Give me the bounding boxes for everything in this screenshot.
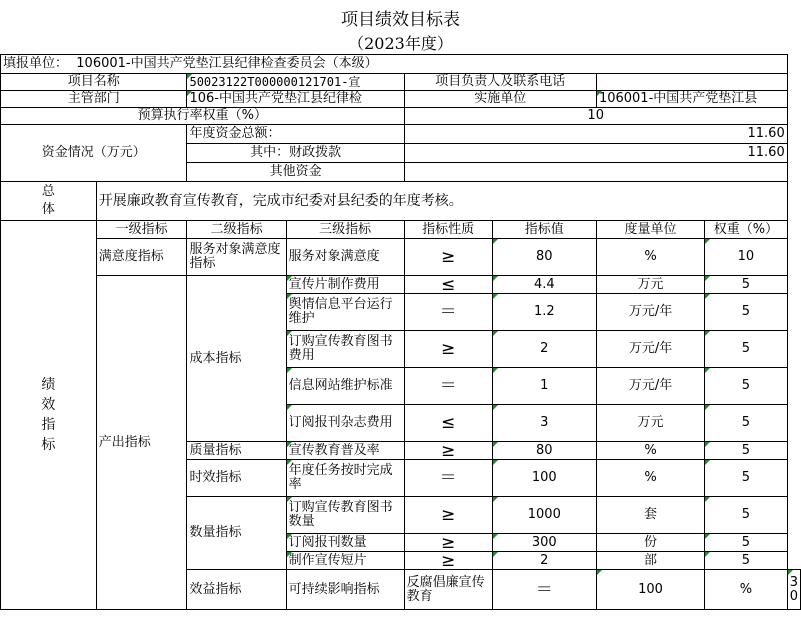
- indicator-value: 100: [492, 460, 596, 497]
- contact-label: 项目负责人及联系电话: [404, 74, 596, 91]
- indicator-name: 订阅报刊数量: [286, 534, 404, 552]
- header-level2: 二级指标: [187, 221, 286, 239]
- indicator-value: 1: [492, 368, 596, 405]
- fund-fiscal-label: 其中：财政拨款: [187, 144, 404, 163]
- page-year: （2023年度）: [348, 34, 453, 53]
- indicator-name: 服务对象满意度: [286, 239, 404, 276]
- level2-quantity: 数量指标: [187, 497, 286, 570]
- unit-label: 填报单位：: [3, 56, 69, 71]
- page-title: 项目绩效目标表: [341, 10, 460, 30]
- fund-other-label: 其他资金: [187, 163, 404, 182]
- project-name-value: 50023122T000000121701-宣: [187, 74, 404, 91]
- indicator-value: 2: [492, 552, 596, 570]
- indicator-op: ≥: [404, 239, 492, 276]
- level2-sustain: 可持续影响指标: [286, 570, 404, 610]
- indicator-op: ＝: [404, 294, 492, 331]
- indicator-name: 舆情信息平台运行维护: [286, 294, 404, 331]
- indicator-op: ≥: [404, 552, 492, 570]
- indicator-unit: 万元/年: [596, 368, 704, 405]
- header-nature: 指标性质: [404, 221, 492, 239]
- table-row: [1, 276, 801, 294]
- indicator-unit: 部: [596, 552, 704, 570]
- indicator-weight: 5: [705, 460, 788, 497]
- indicator-op: ≥: [404, 497, 492, 534]
- indicator-unit: 万元/年: [596, 294, 704, 331]
- dept-value: 106-中国共产党垫江县纪律检: [187, 91, 404, 108]
- indicator-weight: 5: [705, 331, 788, 368]
- budget-label: 预算执行率权重（%）: [1, 108, 405, 125]
- header-unit: 度量单位: [596, 221, 704, 239]
- header-level1: 一级指标: [96, 221, 187, 239]
- indicator-name: 宣传教育普及率: [286, 442, 404, 460]
- indicator-unit: 套: [596, 497, 704, 534]
- indicator-value: 3: [492, 405, 596, 442]
- filling-unit-row: [1, 55, 788, 74]
- indicator-op: ≥: [404, 534, 492, 552]
- indicator-op: ≤: [404, 276, 492, 294]
- indicator-name: 反腐倡廉宣传教育: [404, 570, 492, 610]
- fund-fiscal-value: 11.60: [404, 144, 787, 163]
- indicator-weight: 5: [705, 534, 788, 552]
- performance-table: [0, 54, 801, 610]
- level1-satisfaction: 满意度指标: [96, 239, 187, 276]
- overall-text: 开展廉政教育宣传教育，完成市纪委对县纪委的年度考核。: [96, 182, 787, 221]
- fund-total-value: 11.60: [404, 125, 787, 144]
- indicator-unit: 万元: [596, 405, 704, 442]
- indicator-unit: %: [705, 570, 788, 610]
- table-row: [1, 239, 801, 276]
- level2-satisfaction: 服务对象满意度指标: [187, 239, 286, 276]
- indicator-value: 1.2: [492, 294, 596, 331]
- header-weight: 权重（%）: [705, 221, 788, 239]
- indicator-name: 订购宣传教育图书费用: [286, 331, 404, 368]
- indicator-value: 80: [492, 239, 596, 276]
- indicator-op: ＝: [492, 570, 596, 610]
- impl-label: 实施单位: [404, 91, 596, 108]
- indicator-op: ＝: [404, 368, 492, 405]
- level1-output: 产出指标: [96, 276, 187, 610]
- indicator-unit: %: [596, 442, 704, 460]
- header-value: 指标值: [492, 221, 596, 239]
- indicator-value: 300: [492, 534, 596, 552]
- indicator-weight: 5: [705, 497, 788, 534]
- overall-label: 总体: [1, 182, 97, 221]
- fund-label: 资金情况（万元）: [1, 125, 187, 182]
- indicator-weight: 5: [705, 405, 788, 442]
- indicator-unit: 万元: [596, 276, 704, 294]
- indicator-unit: 份: [596, 534, 704, 552]
- indicator-value: 1000: [492, 497, 596, 534]
- indicator-unit: 万元/年: [596, 331, 704, 368]
- indicator-name: 信息网站维护标准: [286, 368, 404, 405]
- indicator-unit: %: [596, 239, 704, 276]
- indicator-name: 年度任务按时完成率: [286, 460, 404, 497]
- header-level3: 三级指标: [286, 221, 404, 239]
- dept-label: 主管部门: [1, 91, 187, 108]
- impl-value: 106001-中国共产党垫江县: [596, 91, 787, 108]
- indicator-weight: 5: [705, 276, 788, 294]
- indicator-name: 宣传片制作费用: [286, 276, 404, 294]
- fund-total-label: 年度资金总额：: [187, 125, 404, 144]
- indicator-op: ≥: [404, 442, 492, 460]
- indicator-weight: 30: [787, 570, 800, 610]
- budget-value: 10: [404, 108, 787, 125]
- fund-other-value: [404, 163, 787, 182]
- project-name-label: 项目名称: [1, 74, 187, 91]
- indicator-weight: 5: [705, 368, 788, 405]
- indicator-value: 100: [596, 570, 704, 610]
- unit-value: 106001-中国共产党垫江县纪律检查委员会（本级）: [76, 56, 378, 71]
- level2-timeliness: 时效指标: [187, 460, 286, 497]
- indicator-op: ≤: [404, 405, 492, 442]
- indicator-value: 2: [492, 331, 596, 368]
- indicator-weight: 10: [705, 239, 788, 276]
- level1-benefit: 效益指标: [187, 570, 286, 610]
- indicator-unit: %: [596, 460, 704, 497]
- perf-label: 绩效指标: [1, 221, 97, 610]
- contact-value: [596, 74, 787, 91]
- indicator-weight: 5: [705, 294, 788, 331]
- level2-cost: 成本指标: [187, 276, 286, 442]
- indicator-name: 制作宣传短片: [286, 552, 404, 570]
- indicator-op: ＝: [404, 460, 492, 497]
- indicator-value: 80: [492, 442, 596, 460]
- indicator-op: ≥: [404, 331, 492, 368]
- indicator-name: 订购宣传教育图书数量: [286, 497, 404, 534]
- indicator-weight: 5: [705, 552, 788, 570]
- indicator-value: 4.4: [492, 276, 596, 294]
- indicator-weight: 5: [705, 442, 788, 460]
- indicator-name: 订阅报刊杂志费用: [286, 405, 404, 442]
- level2-quality: 质量指标: [187, 442, 286, 460]
